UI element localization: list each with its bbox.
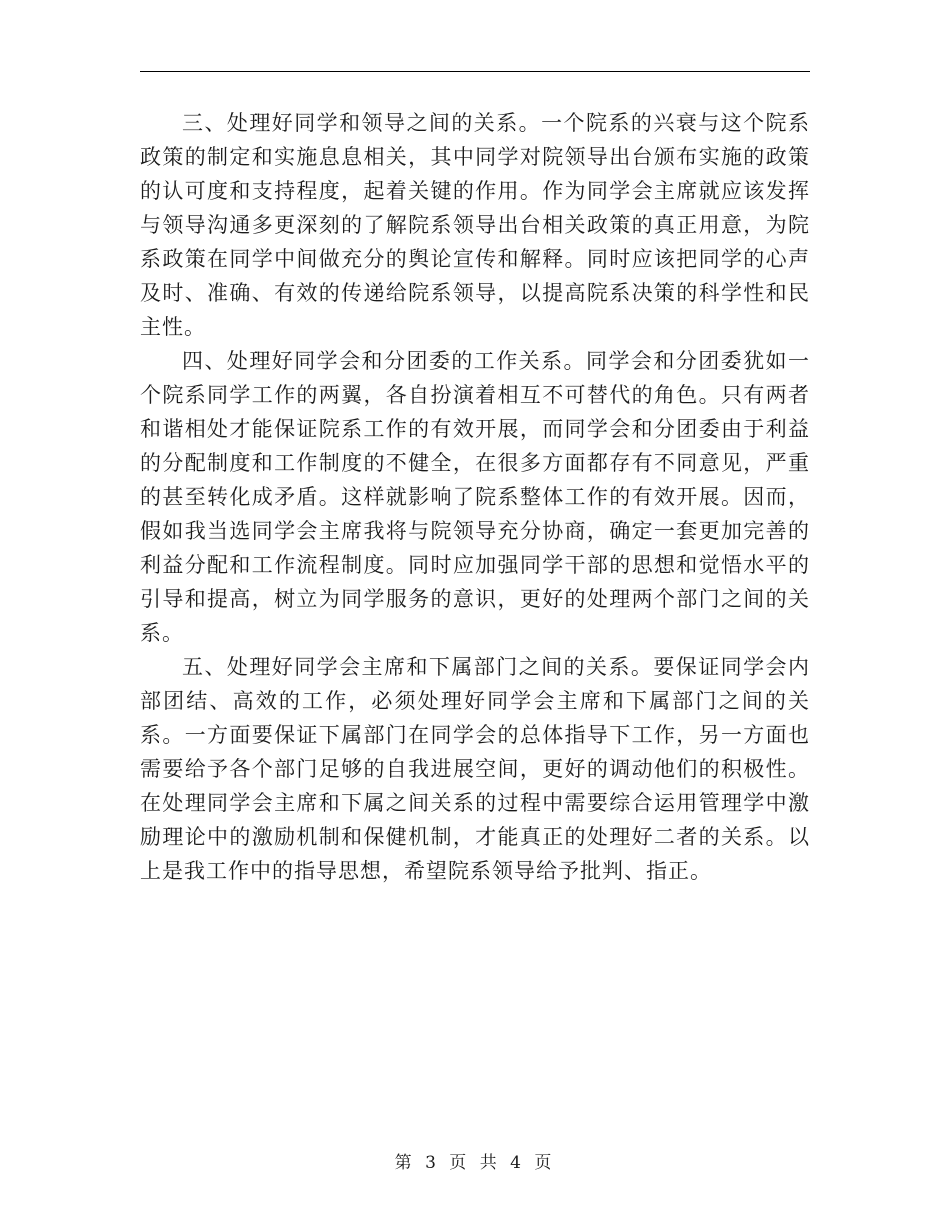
header-rule: [140, 71, 810, 72]
page-number: 第 3 页 共 4 页: [394, 1153, 556, 1173]
paragraph-3: 三、处理好同学和领导之间的关系。一个院系的兴衰与这个院系政策的制定和实施息息相关，其中同学对院领导出台颁布实施的政策的认可度和支持程度，起着关键的作用。作为同学会主席就应该发挥与领导沟通多更深刻的了解院系领导出台相关政策的真正用意，为院系政策在同学中间做充分的舆论宣传和解释。同时应该把同学的心声及时、准确、有效的传递给院系领导，以提高院系决策的科学性和民主性。: [140, 111, 810, 339]
document-body: [140, 106, 810, 888]
paragraph-5: 五、处理好同学会主席和下属部门之间的关系。要保证同学会内部团结、高效的工作，必须处理好同学会主席和下属部门之间的关系。一方面要保证下属部门在同学会的总体指导下工作，另一方面也需要给予各个部门足够的自我进展空间，更好的调动他们的积极性。在处理同学会主席和下属之间关系的过程中需要综合运用管理学中激励理论中的激励机制和保健机制，才能真正的处理好二者的关系。以上是我工作中的指导思想，希望院系领导给予批判、指正。: [140, 655, 810, 883]
paragraph-4: 四、处理好同学会和分团委的工作关系。同学会和分团委犹如一个院系同学工作的两翼，各自扮演着相互不可替代的角色。只有两者和谐相处才能保证院系工作的有效开展，而同学会和分团委由于利益的分配制度和工作制度的不健全，在很多方面都存有不同意见，严重的甚至转化成矛盾。这样就影响了院系整体工作的有效开展。因而，假如我当选同学会主席我将与院领导充分协商，确定一套更加完善的利益分配和工作流程制度。同时应加强同学干部的思想和觉悟水平的引导和提高，树立为同学服务的意识，更好的处理两个部门之间的关系。: [140, 349, 810, 645]
